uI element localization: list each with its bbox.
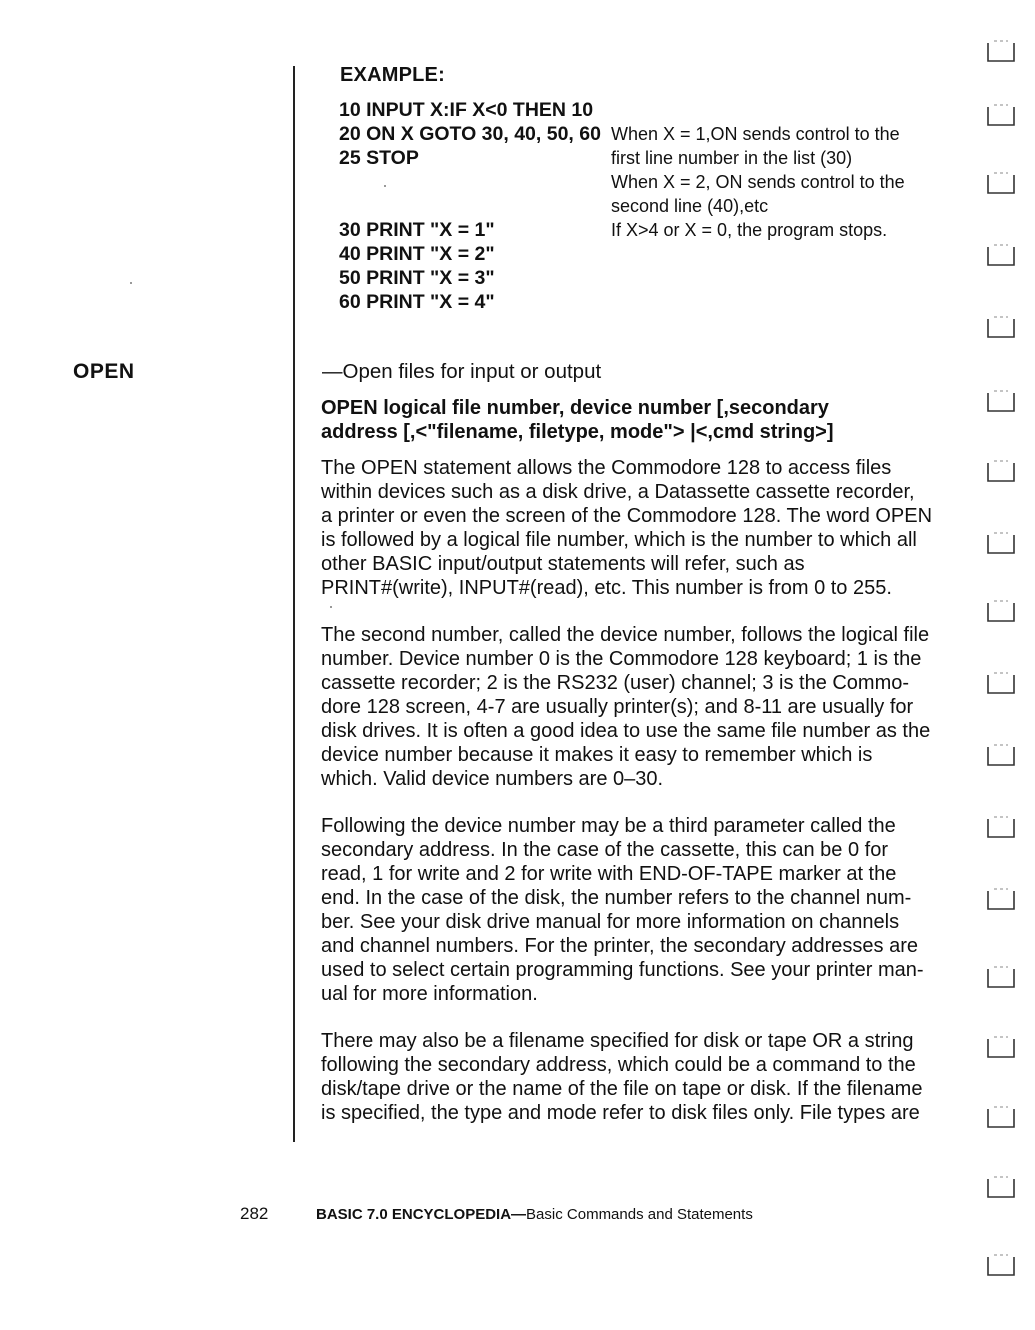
paragraph-3 xyxy=(321,814,971,1006)
scan-speck xyxy=(330,606,332,608)
paragraph-line: secondary address. In the case of the cassette, this can be 0 for xyxy=(321,839,888,861)
paragraph-line: disk/tape drive or the name of the file on tape or disk. If the filename xyxy=(321,1078,923,1100)
code-line-20: 20 ON X GOTO 30, 40, 50, 60 xyxy=(339,123,601,145)
binder-hole-mark xyxy=(986,532,1016,556)
paragraph-line: ual for more information. xyxy=(321,983,538,1005)
scan-speck xyxy=(384,185,386,187)
binder-hole-mark xyxy=(986,1106,1016,1130)
binder-hole-mark xyxy=(986,966,1016,990)
paragraph-line: which. Valid device numbers are 0–30. xyxy=(321,768,664,790)
footer-title-bold: BASIC 7.0 ENCYCLOPEDIA— xyxy=(316,1206,527,1223)
paragraph-line: There may also be a filename specified for disk or tape OR a string xyxy=(321,1030,914,1052)
column-divider xyxy=(293,66,295,1142)
note-line: first line number in the list (30) xyxy=(611,148,853,168)
binder-hole-mark xyxy=(986,1254,1016,1278)
note-line: When X = 2, ON sends control to the xyxy=(611,172,905,192)
binder-hole-mark xyxy=(986,1176,1016,1200)
binder-hole-mark xyxy=(986,390,1016,414)
binder-hole-mark xyxy=(986,460,1016,484)
open-description: —Open files for input or output xyxy=(322,360,602,383)
paragraph-line: within devices such as a disk drive, a Datassette cassette recorder, xyxy=(321,481,915,503)
binder-hole-mark xyxy=(986,1036,1016,1060)
paragraph-4 xyxy=(321,1029,971,1125)
scan-speck xyxy=(130,282,132,284)
example-heading: EXAMPLE: xyxy=(340,64,445,86)
syntax-line: address [,<"filename, filetype, mode"> |<,cmd string>] xyxy=(321,421,834,443)
footer-title-rest: Basic Commands and Statements xyxy=(526,1206,753,1223)
binder-hole-mark xyxy=(986,172,1016,196)
paragraph-line: device number because it makes it easy to remember which is xyxy=(321,744,873,766)
example-notes xyxy=(611,122,971,242)
binder-hole-mark xyxy=(986,744,1016,768)
paragraph-line: end. In the case of the disk, the number refers to the channel num- xyxy=(321,887,912,909)
binder-hole-mark xyxy=(986,244,1016,268)
paragraph-line: cassette recorder; 2 is the RS232 (user) channel; 3 is the Commo- xyxy=(321,672,910,694)
binder-hole-mark xyxy=(986,672,1016,696)
paragraph-line: The second number, called the device number, follows the logical file xyxy=(321,624,930,646)
paragraph-line: number. Device number 0 is the Commodore 128 keyboard; 1 is the xyxy=(321,648,922,670)
code-line-10: 10 INPUT X:IF X<0 THEN 10 xyxy=(339,99,594,121)
code-line-40: 40 PRINT "X = 2" xyxy=(339,243,495,265)
binder-hole-mark xyxy=(986,816,1016,840)
open-syntax xyxy=(321,396,961,444)
paragraph-line: PRINT#(write), INPUT#(read), etc. This number is from 0 to 255. xyxy=(321,577,892,599)
paragraph-line: ber. See your disk drive manual for more information on channels xyxy=(321,911,900,933)
running-footer xyxy=(316,1206,753,1223)
paragraph-line: read, 1 for write and 2 for write with END-OF-TAPE marker at the xyxy=(321,863,897,885)
paragraph-line: dore 128 screen, 4-7 are usually printer(s); and 8-11 are usually for xyxy=(321,696,914,718)
page-number: 282 xyxy=(240,1204,269,1223)
paragraph-line: other BASIC input/output statements will refer, such as xyxy=(321,553,805,575)
code-line-25: 25 STOP xyxy=(339,147,419,169)
paragraph-line: a printer or even the screen of the Commodore 128. The word OPEN xyxy=(321,505,933,527)
section-title-open: OPEN xyxy=(73,360,135,383)
paragraph-line: is specified, the type and mode refer to disk files only. File types are xyxy=(321,1102,920,1124)
code-line-30: 30 PRINT "X = 1" xyxy=(339,219,495,241)
note-line: second line (40),etc xyxy=(611,196,769,216)
code-line-50: 50 PRINT "X = 3" xyxy=(339,267,495,289)
paragraph-line: used to select certain programming functions. See your printer man- xyxy=(321,959,924,981)
paragraph-line: The OPEN statement allows the Commodore 128 to access files xyxy=(321,457,892,479)
note-line: When X = 1,ON sends control to the xyxy=(611,124,900,144)
syntax-line: OPEN logical file number, device number [,secondary xyxy=(321,397,829,419)
paragraph-line: following the secondary address, which could be a command to the xyxy=(321,1054,916,1076)
paragraph-2 xyxy=(321,623,971,791)
binder-hole-mark xyxy=(986,104,1016,128)
paragraph-1 xyxy=(321,456,971,600)
paragraph-line: and channel numbers. For the printer, the secondary addresses are xyxy=(321,935,919,957)
binder-hole-mark xyxy=(986,600,1016,624)
note-line: If X>4 or X = 0, the program stops. xyxy=(611,220,888,240)
code-line-60: 60 PRINT "X = 4" xyxy=(339,291,495,313)
binder-hole-mark xyxy=(986,888,1016,912)
paragraph-line: disk drives. It is often a good idea to use the same file number as the xyxy=(321,720,931,742)
binder-hole-mark xyxy=(986,316,1016,340)
paragraph-line: Following the device number may be a third parameter called the xyxy=(321,815,896,837)
paragraph-line: is followed by a logical file number, which is the number to which all xyxy=(321,529,917,551)
binder-hole-mark xyxy=(986,40,1016,64)
